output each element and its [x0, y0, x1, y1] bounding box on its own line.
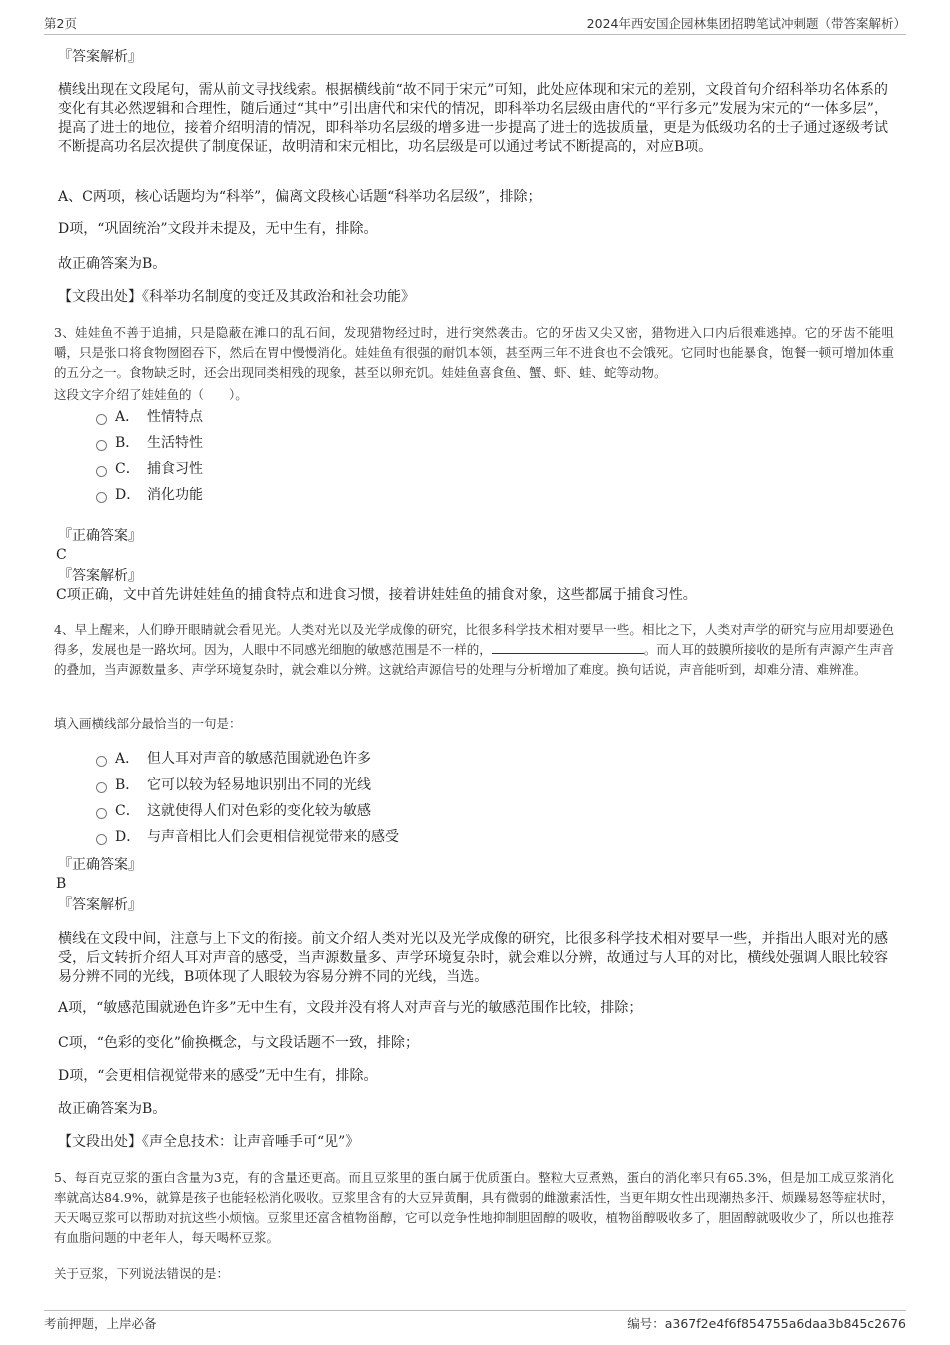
q4-conclusion: 故正确答案为B。: [58, 1101, 167, 1117]
option-text: 消化功能: [147, 487, 203, 503]
q4-option-a[interactable]: [96, 750, 371, 769]
radio-icon[interactable]: [96, 440, 107, 451]
q5-question: 关于豆浆，下列说法错误的是：: [54, 1266, 230, 1281]
q2-source: 【文段出处】《科举功名制度的变迁及其政治和社会功能》: [58, 289, 415, 305]
page-header: [44, 14, 906, 35]
q2-ac-note: A、C两项，核心话题均为“科举”，偏离文段核心话题“科举功名层级”，排除；: [58, 189, 542, 205]
option-text: 这就使得人们对色彩的变化较为敏感: [147, 803, 371, 819]
option-text: 捕食习性: [147, 461, 203, 477]
q3-option-c[interactable]: [96, 460, 203, 479]
q4-question: 填入画横线部分最恰当的一句是：: [54, 716, 242, 731]
q4-stem: [54, 620, 894, 680]
q3-option-b[interactable]: [96, 434, 203, 453]
q3-stem: 3、娃娃鱼不善于追捕，只是隐蔽在滩口的乱石间，发现猎物经过时，进行突然袭击。它的牙齿又尖又密，猎物进入口内后很难逃掉。它的牙齿不能咀嚼，只是张口将食物囫囵吞下，然后在胃中慢慢消化。娃娃鱼有很强的耐饥本领，甚至两三年不进食也不会饿死。它同时也能暴食，饱餐一顿可增加体重的五分之一。食物缺乏时，还会出现同类相残的现象，甚至以卵充饥。娃娃鱼喜食鱼、蟹、虾、蛙、蛇等动物。: [54, 325, 894, 380]
option-key: B．: [115, 435, 140, 451]
q4-analysis-label: 『答案解析』: [58, 897, 142, 913]
radio-icon[interactable]: [96, 414, 107, 425]
fill-blank[interactable]: [492, 641, 644, 654]
radio-icon[interactable]: [96, 782, 107, 793]
footer-serial: 编号：a367f2e4f6f854755a6daa3b845c2676: [627, 1316, 906, 1331]
footer-slogan: 考前押题，上岸必备: [44, 1316, 157, 1331]
q4-analysis-text: 横线在文段中间，注意与上下文的衔接。前文介绍人类对光以及光学成像的研究，比很多科学技术相对要早一些，并指出人眼对光的感受，后文转折介绍人耳对声音的感受，当声源数量多、声学环境复杂时，就会难以分辨，故通过与人耳的对比，横线处强调人眼比较容易分辨不同的光线，B项体现了人眼较为容易分辨不同的光线，当选。: [58, 931, 888, 985]
option-key: A．: [115, 751, 140, 767]
option-key: D．: [115, 829, 141, 845]
option-text: 它可以较为轻易地识别出不同的光线: [147, 777, 371, 793]
q4-option-c[interactable]: [96, 802, 371, 821]
q4-c-note: C项，“色彩的变化”偷换概念，与文段话题不一致，排除；: [58, 1035, 420, 1051]
radio-icon[interactable]: [96, 492, 107, 503]
q4-a-note: A项，“敏感范围就逊色许多”无中生有，文段并没有将人对声音与光的敏感范围作比较，排除；: [58, 1000, 643, 1016]
q2-analysis-label: 『答案解析』: [58, 49, 142, 65]
option-key: A．: [115, 409, 140, 425]
radio-icon[interactable]: [96, 466, 107, 477]
q3-option-a[interactable]: [96, 408, 203, 427]
q3-correct-answer: C: [56, 547, 67, 563]
q4-option-d[interactable]: [96, 828, 399, 847]
q4-source: 【文段出处】《声全息技术：让声音唾手可“见”》: [58, 1134, 360, 1150]
page-footer: [44, 1310, 906, 1331]
option-text: 与声音相比人们会更相信视觉带来的感受: [147, 829, 399, 845]
q3-analysis-label: 『答案解析』: [58, 568, 142, 584]
option-key: D．: [115, 487, 141, 503]
option-text: 但人耳对声音的敏感范围就逊色许多: [147, 751, 371, 767]
option-key: C．: [115, 803, 140, 819]
q4-option-b[interactable]: [96, 776, 371, 795]
q4-correct-answer: B: [56, 876, 67, 892]
q2-analysis-text: 横线出现在文段尾句，需从前文寻找线索。根据横线前“故不同于宋元”可知，此处应体现和宋元的差别，文段首句介绍科举功名体系的变化有其必然逻辑和合理性，随后通过“其中”引出唐代和宋代的情况，即科举功名层级由唐代的“平行多元”发展为宋元的“一体多层”，提高了进士的地位，接着介绍明清的情况，即科举功名层级的增多进一步提高了进士的选拔质量，更是为低级功名的士子通过逐级考试不断提高功名层次提供了制度保证，故明清和宋元相比，功名层级是可以通过考试不断提高的，对应B项。: [58, 82, 888, 155]
q3-correct-label: 『正确答案』: [58, 528, 142, 544]
q3-option-d[interactable]: [96, 486, 203, 505]
option-key: B．: [115, 777, 140, 793]
radio-icon[interactable]: [96, 808, 107, 819]
radio-icon[interactable]: [96, 756, 107, 767]
q4-correct-label: 『正确答案』: [58, 857, 142, 873]
document-title: 2024年西安国企园林集团招聘笔试冲刺题（带答案解析）: [586, 16, 906, 31]
option-text: 性情特点: [147, 409, 203, 425]
page-number: 第2页: [44, 16, 77, 31]
q2-conclusion: 故正确答案为B。: [58, 256, 167, 272]
option-key: C．: [115, 461, 140, 477]
q2-d-note: D项，“巩固统治”文段并未提及，无中生有，排除。: [58, 221, 378, 237]
q4-stem-after: 。而人耳的鼓膜所接收的是所有声源产生声音的叠加，当声源数量多、声学环境复杂时，就会难以分辨。这就给声源信号的处理与分析增加了难度。换句话说，声音能听到，却难分清、难辨准。: [54, 642, 894, 677]
q5-stem: 5、每百克豆浆的蛋白含量为3克，有的含量还更高。而且豆浆里的蛋白属于优质蛋白。整粒大豆煮熟，蛋白的消化率只有65.3%，但是加工成豆浆消化率就高达84.9%，就算是孩子也能轻松消化吸收。豆浆里含有的大豆异黄酮，具有微弱的雌激素活性，当更年期女性出现潮热多汗、烦躁易怒等症状时，天天喝豆浆可以帮助对抗这些小烦恼。豆浆里还富含植物甾醇，它可以竞争性地抑制胆固醇的吸收，植物甾醇吸收多了，胆固醇就吸收少了，所以也推荐有血脂问题的中老年人，每天喝杯豆浆。: [54, 1170, 894, 1245]
option-text: 生活特性: [147, 435, 203, 451]
q3-analysis-text: C项正确，文中首先讲娃娃鱼的捕食特点和进食习惯，接着讲娃娃鱼的捕食对象，这些都属于捕食习性。: [56, 587, 697, 603]
q4-stem-before: 4、早上醒来，人们睁开眼睛就会看见光。人类对光以及光学成像的研究，比很多科学技术相对要早一些。相比之下，人类对声学的研究与应用却要逊色得多，发展也是一路坎坷。因为，人眼中不同感光细胞的敏感范围是不一样的，: [54, 622, 894, 657]
q3-question: 这段文字介绍了娃娃鱼的（ ）。: [54, 387, 248, 402]
radio-icon[interactable]: [96, 834, 107, 845]
q4-d-note: D项，“会更相信视觉带来的感受”无中生有，排除。: [58, 1068, 378, 1084]
